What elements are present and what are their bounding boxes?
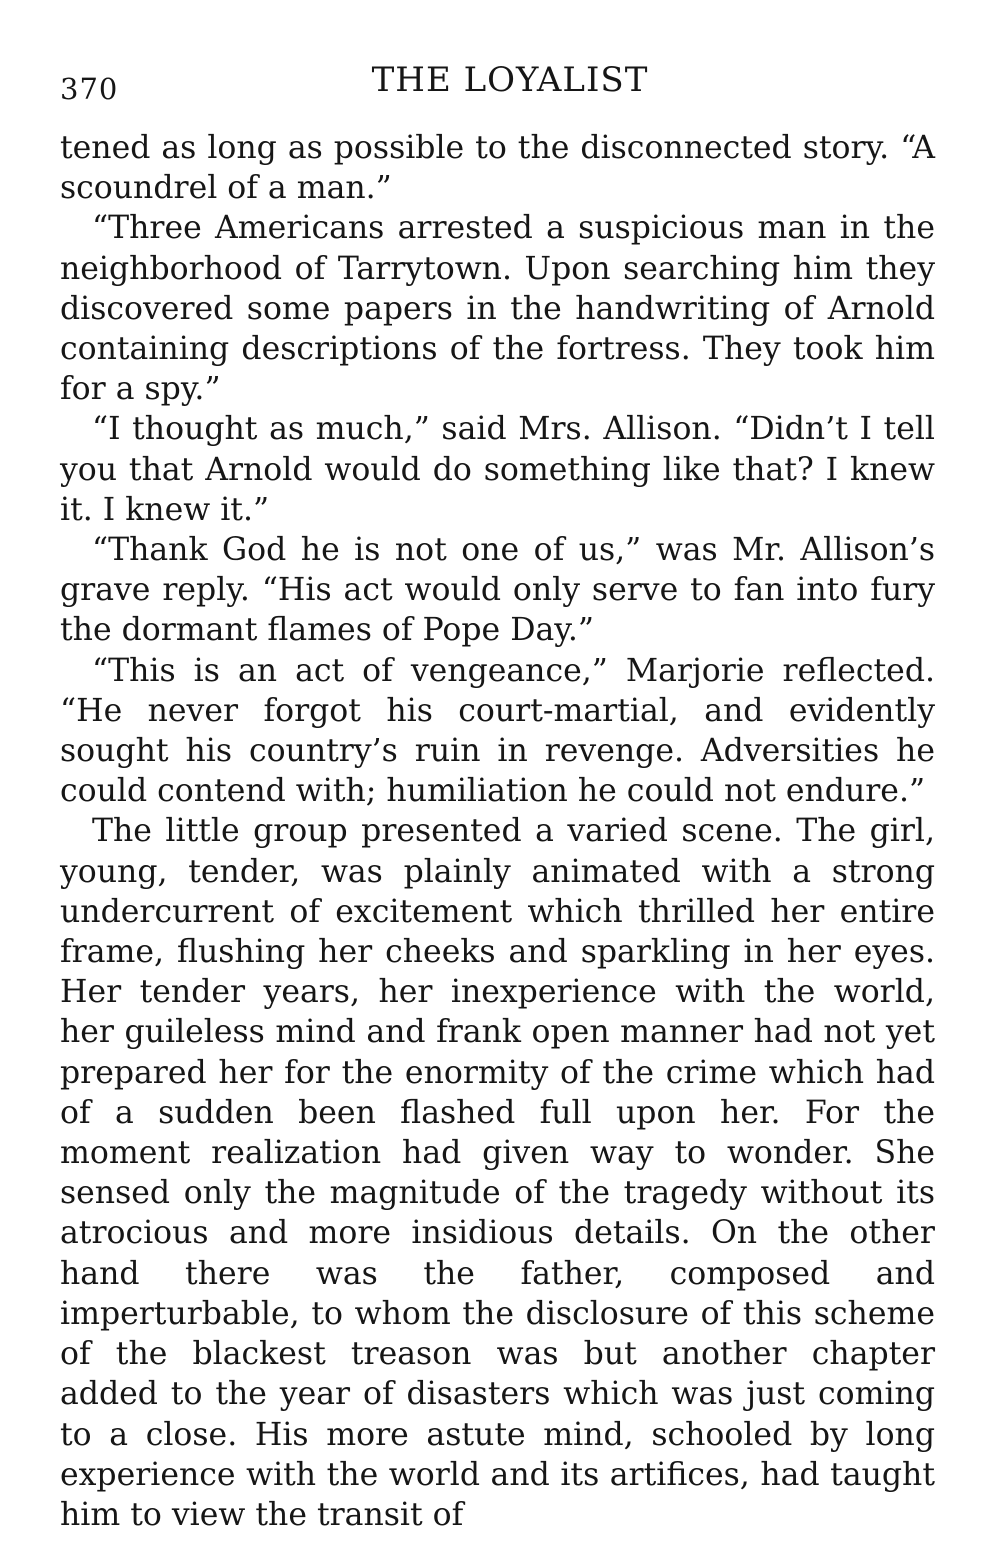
paragraph: The little group presented a varied scene. The girl, young, tender, was plainly animated with a strong undercurrent of excitement which thrilled her entire frame, flushing her cheeks and sparkling in her eyes. Her tender years, her inexperience with the world, her guileless mind and frank open manner had not yet prepared her for the enormity of the crime which had of a sudden been flashed full upon her. For the moment realization had given way to wonder. She sensed only the magnitude of the tragedy without its atrocious and more insidious details. On the other hand there was the father, composed and imperturbable, to whom the disclosure of this scheme of the blackest treason was but another chapter added to the year of disasters which was just coming to a close. His more astute mind, schooled by long experience with the world and its artifices, had taught him to view the transit of <box>60 813 935 1533</box>
paragraph: “I thought as much,” said Mrs. Allison. “Didn’t I tell you that Arnold would do something like that? I knew it. I knew it.” <box>60 411 935 528</box>
paragraph: tened as long as possible to the disconnected story. “A scoundrel of a man.” <box>60 130 935 207</box>
paragraph: “This is an act of vengeance,” Marjorie reflected. “He never forgot his court-martial, and evidently sought his country’s ruin in revenge. Adversities he could contend with; humiliation he could not endure.” <box>60 652 935 810</box>
page-number: 370 <box>60 72 119 106</box>
paragraph: “Three Americans arrested a suspicious man in the neighborhood of Tarrytown. Upon searching him they discovered some papers in the handwriting of Arnold containing descriptions of the fortress. They took him for a spy.” <box>60 210 935 408</box>
page-header <box>60 60 940 104</box>
running-head: THE LOYALIST <box>371 60 649 100</box>
paragraph: “Thank God he is not one of us,” was Mr. Allison’s grave reply. “His act would only serve to fan into fury the dormant flames of Pope Day.” <box>60 532 935 649</box>
body-text <box>60 128 935 1535</box>
